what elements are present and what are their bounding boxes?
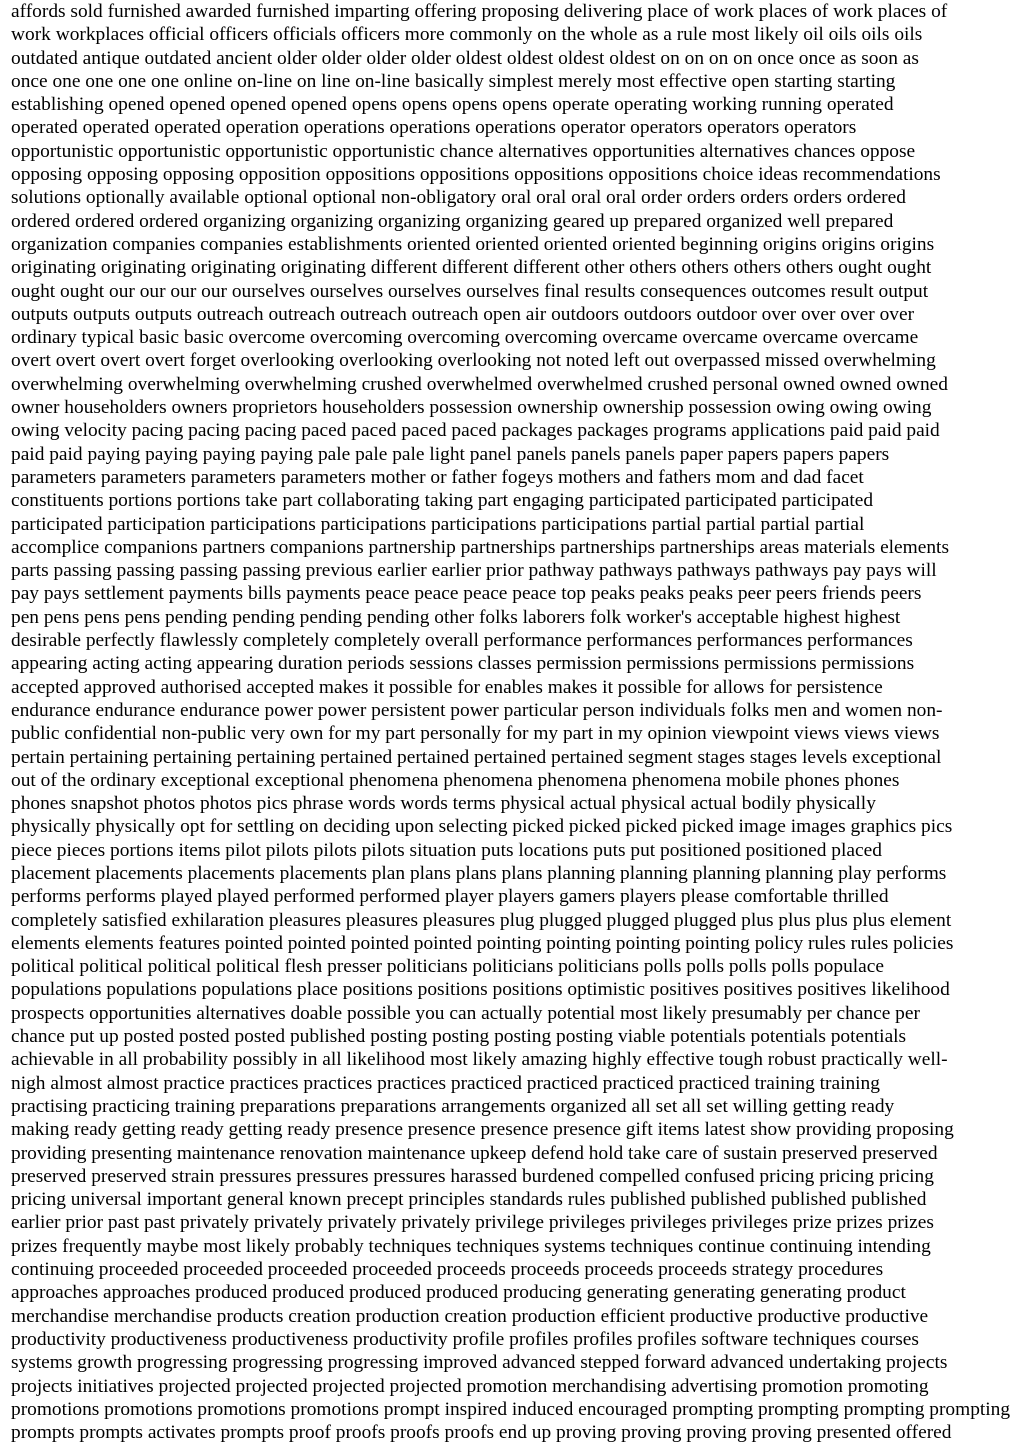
text-line: performs performs played played performed performed player players gamers players please comfortable thrilled	[11, 886, 889, 908]
text-line: ordinary typical basic basic overcome overcoming overcoming overcoming overcame overcame overcame overcame	[11, 327, 919, 349]
text-line: nigh almost almost practice practices practices practices practiced practiced practiced practiced training training	[11, 1072, 880, 1094]
text-line: prompts prompts activates prompts proof proofs proofs proofs end up proving proving proving proving presented offered	[11, 1422, 952, 1444]
text-line: opportunistic opportunistic opportunistic opportunistic chance alternatives opportunities alternatives chances oppose	[11, 140, 916, 162]
text-line: overt overt overt overt forget overlooking overlooking overlooking not noted left out overpassed missed overwhelming	[11, 350, 936, 372]
text-line: ought ought our our our our ourselves ourselves ourselves ourselves final results consequences outcomes result output	[11, 280, 929, 302]
text-line: chance put up posted posted posted published posting posting posting posting viable potentials potentials potentials	[11, 1026, 907, 1048]
text-line: organization companies companies establishments oriented oriented oriented oriented beginning origins origins origins	[11, 233, 935, 255]
text-line: achievable in all probability possibly in all likelihood most likely amazing highly effective tough robust practically well-	[11, 1049, 948, 1071]
text-line: establishing opened opened opened opened opens opens opens opens operate operating working running operated	[11, 94, 894, 116]
text-line: practising practicing training preparations preparations arrangements organized all set all set willing getting ready	[11, 1095, 895, 1117]
text-line: pricing universal important general known precept principles standards rules published published published published	[11, 1189, 927, 1211]
text-line: accomplice companions partners companions partnership partnerships partnerships partnerships areas materials elements	[11, 536, 949, 558]
text-line: political political political political flesh presser politicians politicians politicians polls polls polls polls populace	[11, 956, 884, 978]
text-line: promotions promotions promotions promotions prompt inspired induced encouraged prompting prompting prompting prompting	[11, 1398, 1011, 1420]
text-line: opposing opposing opposing opposition oppositions oppositions oppositions oppositions choice ideas recommendations	[11, 164, 941, 186]
text-line: piece pieces portions items pilot pilots pilots pilots situation puts locations puts put positioned positioned placed	[11, 839, 882, 861]
text-line: appearing acting acting appearing duration periods sessions classes permission permissions permissions permissions	[11, 653, 915, 675]
text-line: outputs outputs outputs outreach outreach outreach outreach open air outdoors outdoors outdoor over over over over	[11, 303, 915, 325]
text-line: accepted approved authorised accepted makes it possible for enables makes it possible for allows for persistence	[11, 676, 883, 698]
text-line: preserved preserved strain pressures pressures pressures harassed burdened compelled confused pricing pricing pricing	[11, 1165, 934, 1187]
text-line: continuing proceeded proceeded proceeded proceeded proceeds proceeds proceeds proceeds strategy procedures	[11, 1259, 884, 1281]
text-line: owner householders owners proprietors householders possession ownership ownership possession owing owing owing	[11, 397, 932, 419]
text-line: desirable perfectly flawlessly completely completely overall performance performances performances performances	[11, 630, 913, 652]
text-line: originating originating originating originating different different different other others others others others ought ought	[11, 257, 932, 279]
text-line: populations populations populations place positions positions positions optimistic positives positives positives likelihood	[11, 979, 950, 1001]
text-line: pen pens pens pens pending pending pending pending other folks laborers folk worker's acceptable highest highest	[11, 606, 901, 628]
text-line: prizes frequently maybe most likely probably techniques techniques systems techniques continue continuing intending	[11, 1235, 931, 1257]
text-line: approaches approaches produced produced produced produced producing generating generating generating product	[11, 1282, 906, 1304]
text-line: ordered ordered ordered organizing organizing organizing organizing geared up prepared organized well prepared	[11, 210, 894, 232]
text-line: outdated antique outdated ancient older older older older oldest oldest oldest oldest on on on on once once as soon as	[11, 47, 919, 69]
text-line: earlier prior past past privately privately privately privately privilege privileges privileges privileges prize prizes prizes	[11, 1212, 934, 1234]
text-line: overwhelming overwhelming overwhelming crushed overwhelmed overwhelmed crushed personal owned owned owned	[11, 373, 948, 395]
text-line: elements elements features pointed pointed pointed pointed pointing pointing pointing pointing policy rules rules policies	[11, 932, 954, 954]
text-line: parts passing passing passing passing previous earlier earlier prior pathway pathways pathways pathways pay pays will	[11, 560, 937, 582]
text-line: systems growth progressing progressing progressing improved advanced stepped forward advanced undertaking projects	[11, 1352, 948, 1374]
text-line: prospects opportunities alternatives doable possible you can actually potential most likely presumably per chance per	[11, 1002, 920, 1024]
text-line: solutions optionally available optional optional non-obligatory oral oral oral oral order orders orders orders ordered	[11, 187, 906, 209]
text-line: parameters parameters parameters parameters mother or father fogeys mothers and fathers mom and dad facet	[11, 466, 864, 488]
text-line: paid paid paying paying paying paying pale pale pale light panel panels panels panels paper papers papers papers	[11, 443, 890, 465]
text-line: merchandise merchandise products creation production creation production efficient productive productive productive	[11, 1305, 929, 1327]
text-line: public confidential non-public very own for my part personally for my part in my opinion viewpoint views views views	[11, 723, 940, 745]
text-line: operated operated operated operation operations operations operations operator operators operators operators	[11, 117, 857, 139]
text-line: physically physically opt for settling on deciding upon selecting picked picked picked picked image images graphics pics	[11, 816, 953, 838]
text-line: making ready getting ready getting ready presence presence presence presence gift items latest show providing proposing	[11, 1119, 954, 1141]
text-line: productivity productiveness productiveness productivity profile profiles profiles profiles software techniques courses	[11, 1328, 919, 1350]
text-line: completely satisfied exhilaration pleasures pleasures pleasures plug plugged plugged plugged plus plus plus plus element	[11, 909, 952, 931]
text-line: owing velocity pacing pacing pacing paced paced paced paced packages packages programs applications paid paid paid	[11, 420, 940, 442]
text-line: endurance endurance endurance power power persistent power particular person individuals folks men and women non-	[11, 699, 943, 721]
text-line: pertain pertaining pertaining pertaining pertained pertained pertained pertained segment stages stages levels exceptional	[11, 746, 942, 768]
text-line: work workplaces official officers officials officers more commonly on the whole as a rule most likely oil oils oils oils	[11, 24, 923, 46]
text-line: placement placements placements placements plan plans plans plans planning planning planning planning play performs	[11, 862, 947, 884]
text-line: out of the ordinary exceptional exceptional phenomena phenomena phenomena phenomena mobile phones phones	[11, 769, 900, 791]
text-line: constituents portions portions take part collaborating taking part engaging participated participated participated	[11, 490, 874, 512]
text-line: affords sold furnished awarded furnished imparting offering proposing delivering place of work places of work places of	[11, 1, 948, 22]
text-line: phones snapshot photos photos pics phrase words words terms physical actual physical actual bodily physically	[11, 793, 876, 815]
text-line: providing presenting maintenance renovation maintenance upkeep defend hold take care of sustain preserved preserved	[11, 1142, 938, 1164]
text-line: once one one one one online on-line on line on-line basically simplest merely most effective open starting starting	[11, 70, 896, 92]
text-line: pay pays settlement payments bills payments peace peace peace peace top peaks peaks peaks peer peers friends peers	[11, 583, 922, 605]
text-line: participated participation participations participations participations participations partial partial partial partial	[11, 513, 865, 535]
text-line: projects initiatives projected projected projected projected promotion merchandising advertising promotion promoting	[11, 1375, 929, 1397]
